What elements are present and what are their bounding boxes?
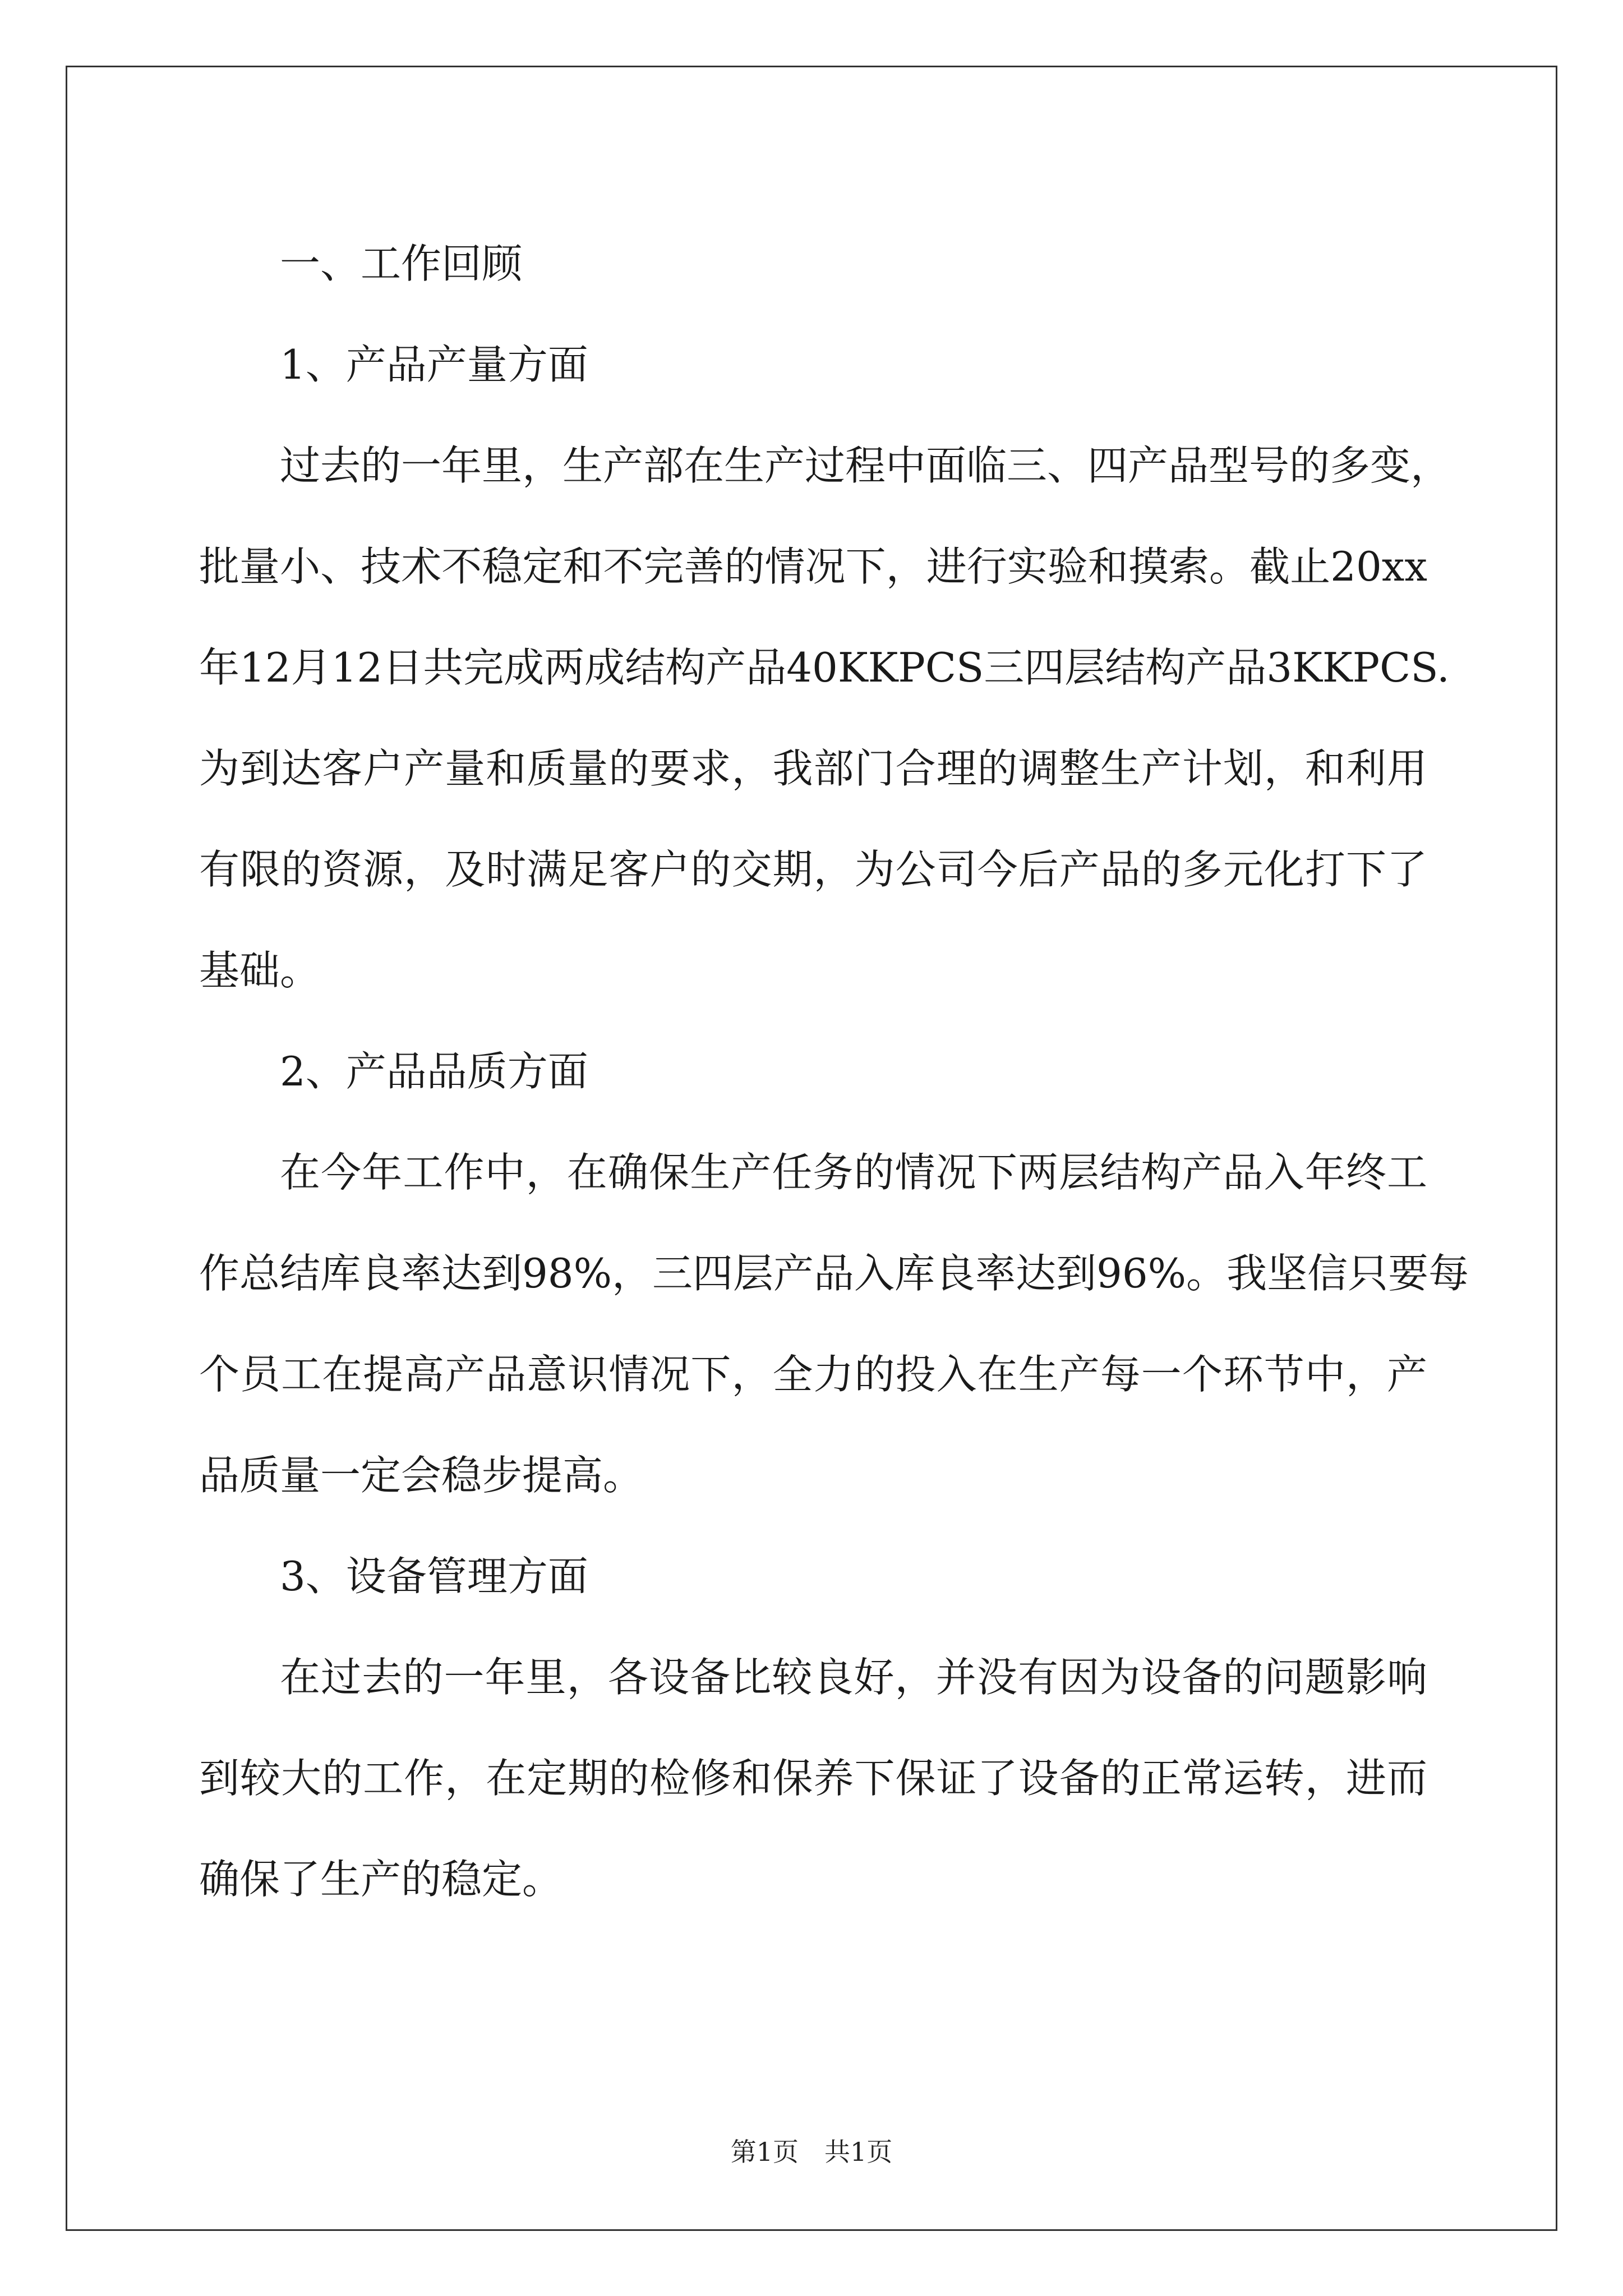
section-heading-work-review: 一、工作回顾 [280, 240, 523, 287]
paragraph-line: 确保了生产的稳定。 [199, 1856, 563, 1903]
subsection-heading-production-output: 1、产品产量方面 [280, 341, 588, 388]
paragraph-line: 到较大的工作，在定期的检修和保养下保证了设备的正常运转，进而 [199, 1755, 1427, 1802]
paragraph-line: 在过去的一年里，各设备比较良好，并没有因为设备的问题影响 [280, 1654, 1427, 1701]
paragraph-line: 个员工在提高产品意识情况下，全力的投入在生产每一个环节中，产 [199, 1351, 1427, 1398]
paragraph-line: 批量小、技术不稳定和不完善的情况下，进行实验和摸索。截止20xx [199, 543, 1427, 590]
paragraph-line: 年12月12日共完成两成结构产品40KKPCS三四层结构产品3KKPCS. [199, 644, 1450, 691]
paragraph-line: 在今年工作中，在确保生产任务的情况下两层结构产品入年终工 [280, 1149, 1427, 1196]
paragraph-line: 作总结库良率达到98%，三四层产品入库良率达到96%。我坚信只要每 [199, 1250, 1469, 1297]
document-body [199, 213, 1469, 1930]
page-footer [0, 2132, 1623, 2169]
page-number: 第1页 [730, 2137, 799, 2167]
paragraph-line: 为到达客户产量和质量的要求，我部门合理的调整生产计划，和利用 [199, 745, 1427, 792]
page-total: 共1页 [824, 2137, 893, 2167]
paragraph-line: 品质量一定会稳步提高。 [199, 1452, 644, 1499]
subsection-heading-equipment-management: 3、设备管理方面 [280, 1553, 588, 1600]
paragraph-line: 过去的一年里，生产部在生产过程中面临三、四产品型号的多变， [280, 442, 1451, 489]
paragraph-line: 基础。 [199, 947, 321, 994]
subsection-heading-product-quality: 2、产品品质方面 [280, 1048, 588, 1095]
paragraph-line: 有限的资源，及时满足客户的交期，为公司今后产品的多元化打下了 [199, 846, 1427, 893]
